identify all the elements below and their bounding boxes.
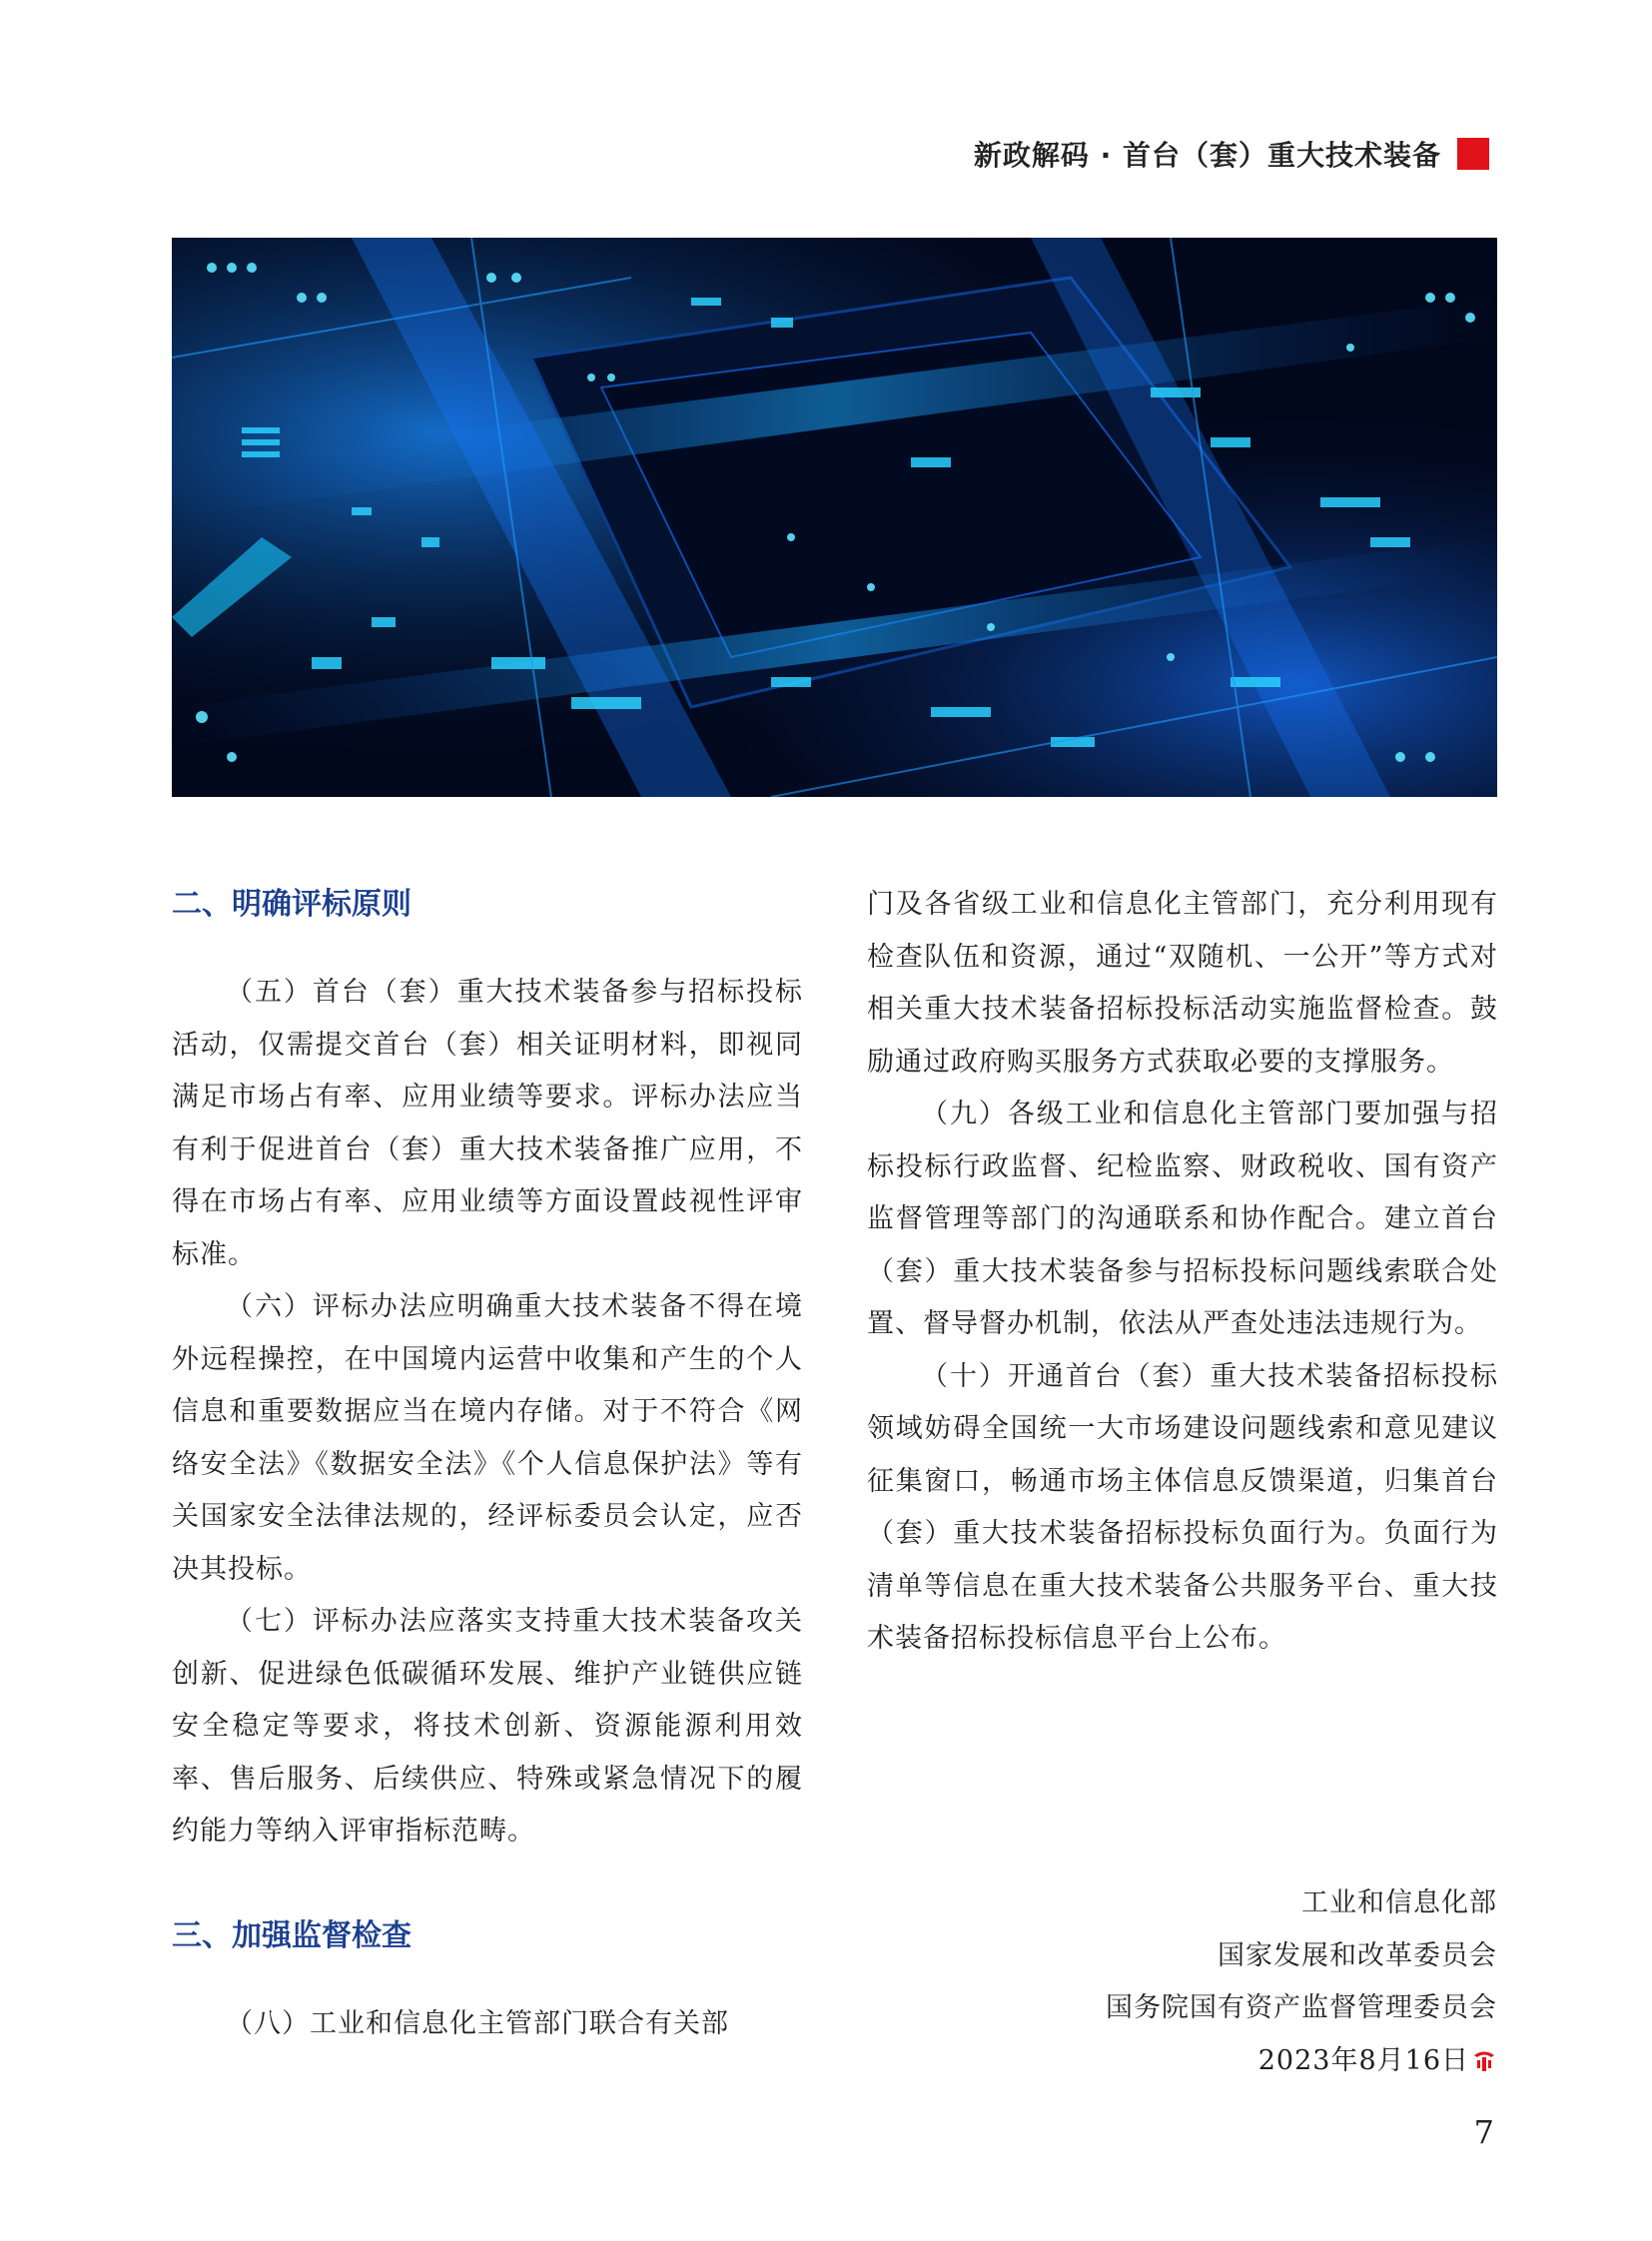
signatory-miit: 工业和信息化部	[1301, 1887, 1497, 1918]
circuit-board-illustration	[172, 238, 1497, 797]
signatory-ndrc: 国家发展和改革委员会	[1218, 1939, 1497, 1971]
seal-icon	[1471, 2048, 1497, 2074]
paragraph-8-start: （八）工业和信息化主管部门联合有关部	[226, 2007, 729, 2039]
paragraph-7: （七）评标办法应落实支持重大技术装备攻关创新、促进绿色低碳循环发展、维护产业链供应链安全稳定等要求，将技术创新、资源能源利用效率、售后服务、后续供应、特殊或紧急情况下的履约能力等纳入评审指标范畴。	[172, 1606, 803, 1847]
section-heading-3: 三、加强监督检查	[172, 1917, 412, 1953]
left-column	[172, 879, 803, 2050]
paragraph-9: （九）各级工业和信息化主管部门要加强与招标投标行政监督、纪检监察、财政税收、国有资产监督管理等部门的沟通联系和协作配合。建立首台（套）重大技术装备参与招标投标问题线索联合处置、督导督办机制，依法从严查处违法违规行为。	[867, 1099, 1498, 1339]
signature-date: 2023年8月16日	[1257, 2044, 1469, 2076]
circuit-board-image	[172, 238, 1497, 797]
right-column	[867, 879, 1498, 1666]
section-heading-2: 二、明确评标原则	[172, 887, 412, 922]
signature-block	[1106, 1877, 1497, 2087]
red-square-icon	[1457, 138, 1489, 170]
paragraph-8-continued: 门及各省级工业和信息化主管部门，充分利用现有检查队伍和资源，通过“双随机、一公开”等方式对相关重大技术装备招标投标活动实施监督检查。鼓励通过政府购买服务方式获取必要的支撑服务。	[867, 889, 1498, 1078]
running-header	[974, 134, 1489, 174]
signature-date-line	[1258, 2035, 1497, 2088]
signatory-sasac: 国务院国有资产监督管理委员会	[1106, 1992, 1497, 2023]
paragraph-10: （十）开通首台（套）重大技术装备招标投标领域妨碍全国统一大市场建设问题线索和意见建议征集窗口，畅通市场主体信息反馈渠道，归集首台（套）重大技术装备招标投标负面行为。负面行为清单等信息在重大技术装备公共服务平台、重大技术装备招标投标信息平台上公布。	[867, 1360, 1498, 1654]
header-title: 新政解码 · 首台（套）重大技术装备	[973, 139, 1441, 172]
page-number: 7	[1473, 2113, 1494, 2151]
paragraph-5: （五）首台（套）重大技术装备参与招标投标活动，仅需提交首台（套）相关证明材料，即视同满足市场占有率、应用业绩等要求。评标办法应当有利于促进首台（套）重大技术装备推广应用，不得在市场占有率、应用业绩等方面设置歧视性评审标准。	[172, 977, 803, 1270]
paragraph-6: （六）评标办法应明确重大技术装备不得在境外远程操控，在中国境内运营中收集和产生的个人信息和重要数据应当在境内存储。对于不符合《网络安全法》《数据安全法》《个人信息保护法》等有关国家安全法律法规的，经评标委员会认定，应否决其投标。	[172, 1291, 803, 1585]
